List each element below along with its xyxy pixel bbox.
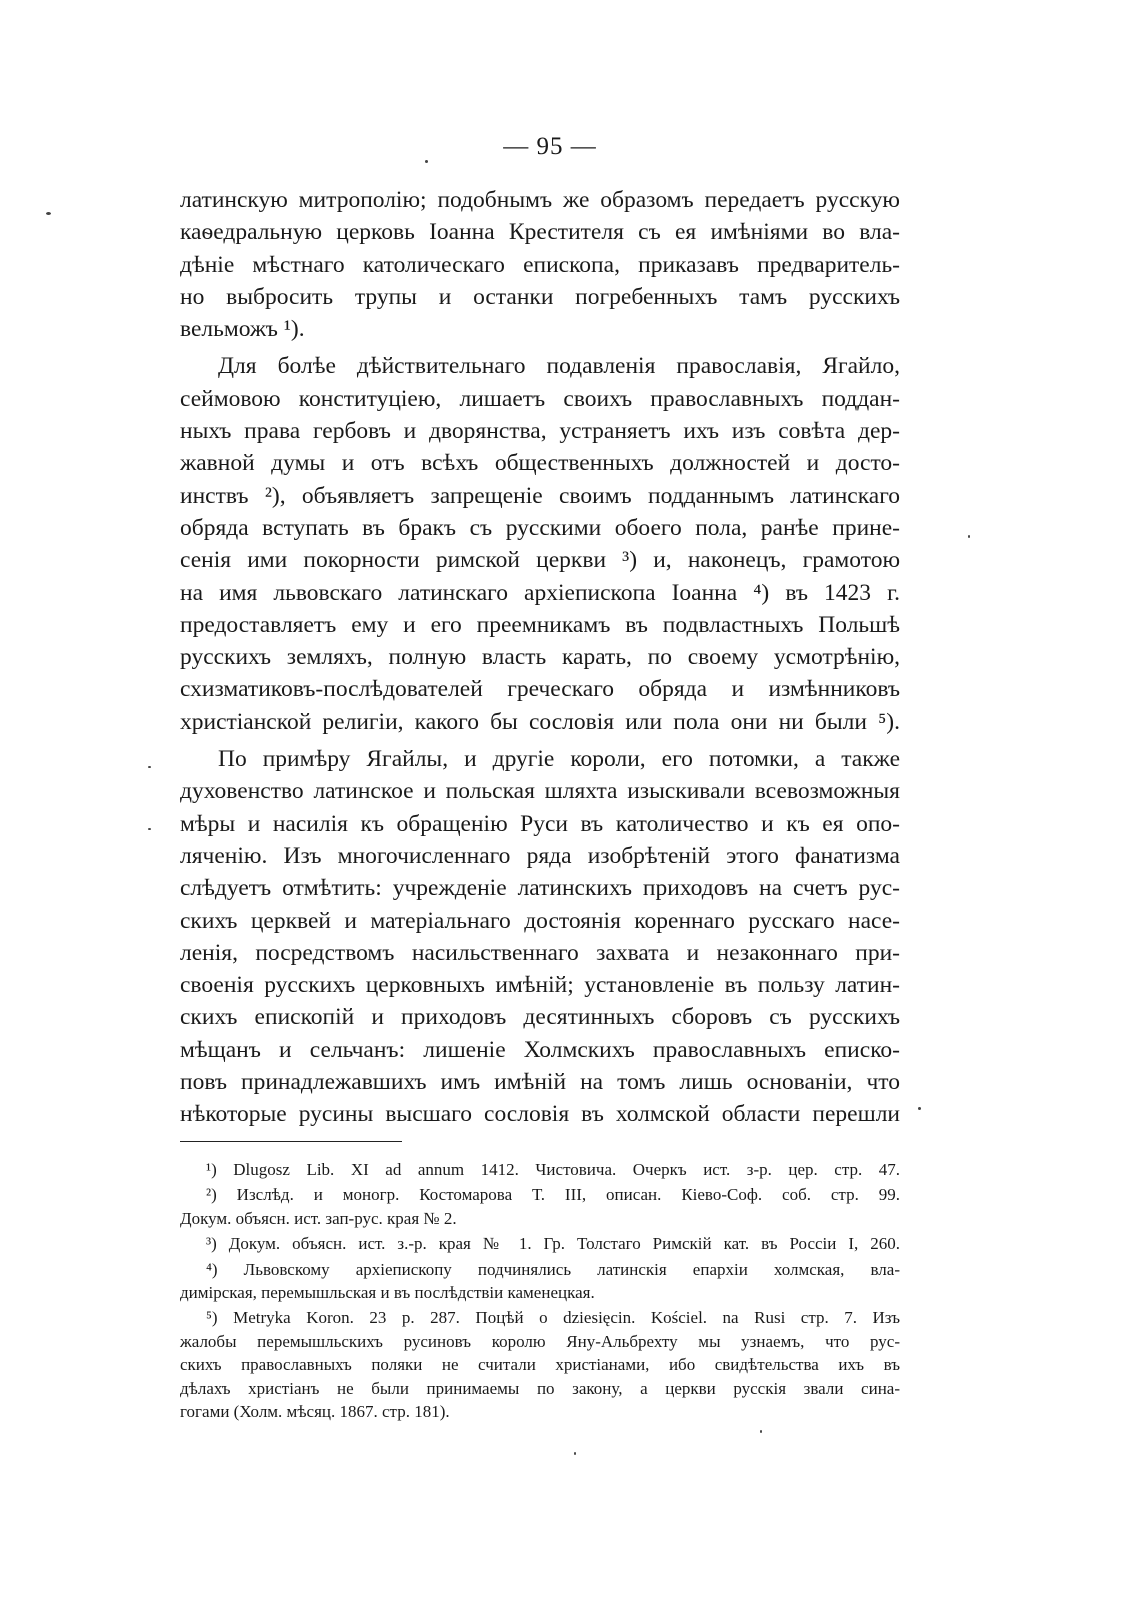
text-line: мѣщанъ и сельчанъ: лишеніе Холмскихъ православныхъ еписко- xyxy=(180,1036,900,1063)
text-line: своенія русскихъ церковныхъ имѣній; установленіе въ пользу латин- xyxy=(180,972,900,999)
text-line: дѣніе мѣстнаго католическаго епископа, приказавъ предваритель- xyxy=(180,251,900,278)
text-line: каѳедральную церковь Іоанна Крестителя съ ея имѣніями во вла- xyxy=(180,219,900,246)
text-line: обряда вступать въ бракъ съ русскими обоего пола, ранѣе прине- xyxy=(180,514,900,541)
footnote-line: ⁴) Львовскому архіепископу подчинялись латинскія епархіи холмская, вла- xyxy=(206,1259,900,1279)
footnote-line: жалобы перемышльскихъ русиновъ королю Яну-Альбрехту мы узнаемъ, что рус- xyxy=(180,1331,900,1351)
scan-speck xyxy=(918,1107,921,1110)
text-line: повъ принадлежавшихъ имъ имѣній на томъ лишь основаніи, что xyxy=(180,1069,900,1096)
footnote-line: ¹) Dlugosz Lib. XI ad annum 1412. Чистовича. Очеркъ ист. з-р. цер. стр. 47. xyxy=(206,1160,900,1179)
text-line: слѣдуетъ отмѣтить: учрежденіе латинскихъ приходовъ на счетъ рус- xyxy=(180,875,900,902)
text-line: предоставляетъ ему и его преемникамъ въ подвластныхъ Польшѣ xyxy=(180,611,900,638)
text-line: но выбросить трупы и останки погребенныхъ тамъ русскихъ xyxy=(180,283,900,310)
paragraph-3 xyxy=(180,743,900,1131)
footnote-line: скихъ православныхъ поляки не считали христіанами, ибо свидѣтельства ихъ въ xyxy=(180,1355,900,1375)
footnote-4 xyxy=(180,1258,900,1305)
footnote-line: ⁵) Metryka Koron. 23 p. 287. Поцѣй o dziesięcin. Kościel. na Rusi стр. 7. Изъ xyxy=(206,1308,900,1328)
text-line: духовенство латинское и польская шляхта изыскивали всевозможныя xyxy=(180,778,900,805)
scan-speck xyxy=(148,766,151,768)
footnote-line: ²) Изслѣд. и моногр. Костомарова Т. III, описан. Кіево-Соф. соб. стр. 99. xyxy=(206,1185,900,1205)
scan-speck xyxy=(968,535,970,538)
text-line: ныхъ права гербовъ и дворянства, устраняетъ ихъ изъ совѣта дер- xyxy=(180,418,900,445)
text-line: латинскую митрополію; подобнымъ же образомъ передаетъ русскую xyxy=(180,187,900,213)
footnote-line: гогами (Холм. мѣсяц. 1867. стр. 181). xyxy=(180,1402,450,1422)
scan-speck xyxy=(425,160,428,163)
footnote-2 xyxy=(180,1183,900,1230)
text-line: По примѣру Ягайлы, и другіе короли, его потомки, а также xyxy=(218,746,900,773)
scan-speck xyxy=(46,212,51,215)
page-number: — 95 — xyxy=(503,133,597,160)
paragraph-2 xyxy=(180,350,900,738)
text-line: сенія ими покорности римской церкви ³) и, наконецъ, грамотою xyxy=(180,547,900,574)
footnote-divider xyxy=(180,1141,402,1142)
text-line: скихъ церквей и матеріальнаго достоянія кореннаго русскаго насе- xyxy=(180,907,900,934)
scan-speck xyxy=(574,1452,576,1455)
text-line: христіанской религіи, какого бы сословія или пола они ни были ⁵). xyxy=(180,708,900,735)
text-line: нѣкоторые русины высшаго сословія въ холмской области перешли xyxy=(180,1101,900,1128)
scan-speck xyxy=(148,828,151,830)
text-line: вельможъ ¹). xyxy=(180,316,305,343)
text-line: жавной думы и отъ всѣхъ общественныхъ должностей и досто- xyxy=(180,450,900,477)
footnote-3 xyxy=(180,1232,900,1255)
scan-speck xyxy=(760,1430,762,1433)
text-line: ляченію. Изъ многочисленнаго ряда изобрѣтеній этого фанатизма xyxy=(180,842,900,869)
footnote-1 xyxy=(180,1158,900,1181)
text-line: схизматиковъ-послѣдователей греческаго обряда и измѣнниковъ xyxy=(180,676,900,703)
text-line: сеймовою конституціею, лишаетъ своихъ православныхъ поддан- xyxy=(180,385,900,412)
paragraph-1 xyxy=(180,184,900,345)
text-line: мѣры и насилія къ обращенію Руси въ католичество и къ ея опо- xyxy=(180,810,900,837)
text-line: Для болѣе дѣйствительнаго подавленія православія, Ягайло, xyxy=(218,353,900,380)
text-line: на имя львовскаго латинскаго архіепископа Іоанна ⁴) въ 1423 г. xyxy=(180,579,900,606)
text-line: ленія, посредствомъ насильственнаго захвата и незаконнаго при- xyxy=(180,939,900,966)
text-line: скихъ епископій и приходовъ десятинныхъ сборовъ съ русскихъ xyxy=(180,1004,900,1031)
footnote-line: ³) Докум. объясн. ист. з.-р. края № 1. Гр. Толстаго Римскій кат. въ Россіи I, 260. xyxy=(206,1234,900,1254)
main-text xyxy=(180,184,900,1131)
footnotes xyxy=(180,1158,900,1423)
text-line: инствъ ²), объявляетъ запрещеніе своимъ подданнымъ латинскаго xyxy=(180,482,900,509)
text-line: русскихъ земляхъ, полную власть карать, по своему усмотрѣнію, xyxy=(180,644,900,671)
footnote-5 xyxy=(180,1306,900,1423)
footnote-line: дѣлахъ христіанъ не были принимаемы по закону, а церкви русскія звали сина- xyxy=(180,1378,900,1398)
footnote-line: димірская, перемышльская и въ послѣдствіи каменецкая. xyxy=(180,1283,595,1303)
footnote-line: Докум. объясн. ист. зап-рус. края № 2. xyxy=(180,1208,457,1228)
